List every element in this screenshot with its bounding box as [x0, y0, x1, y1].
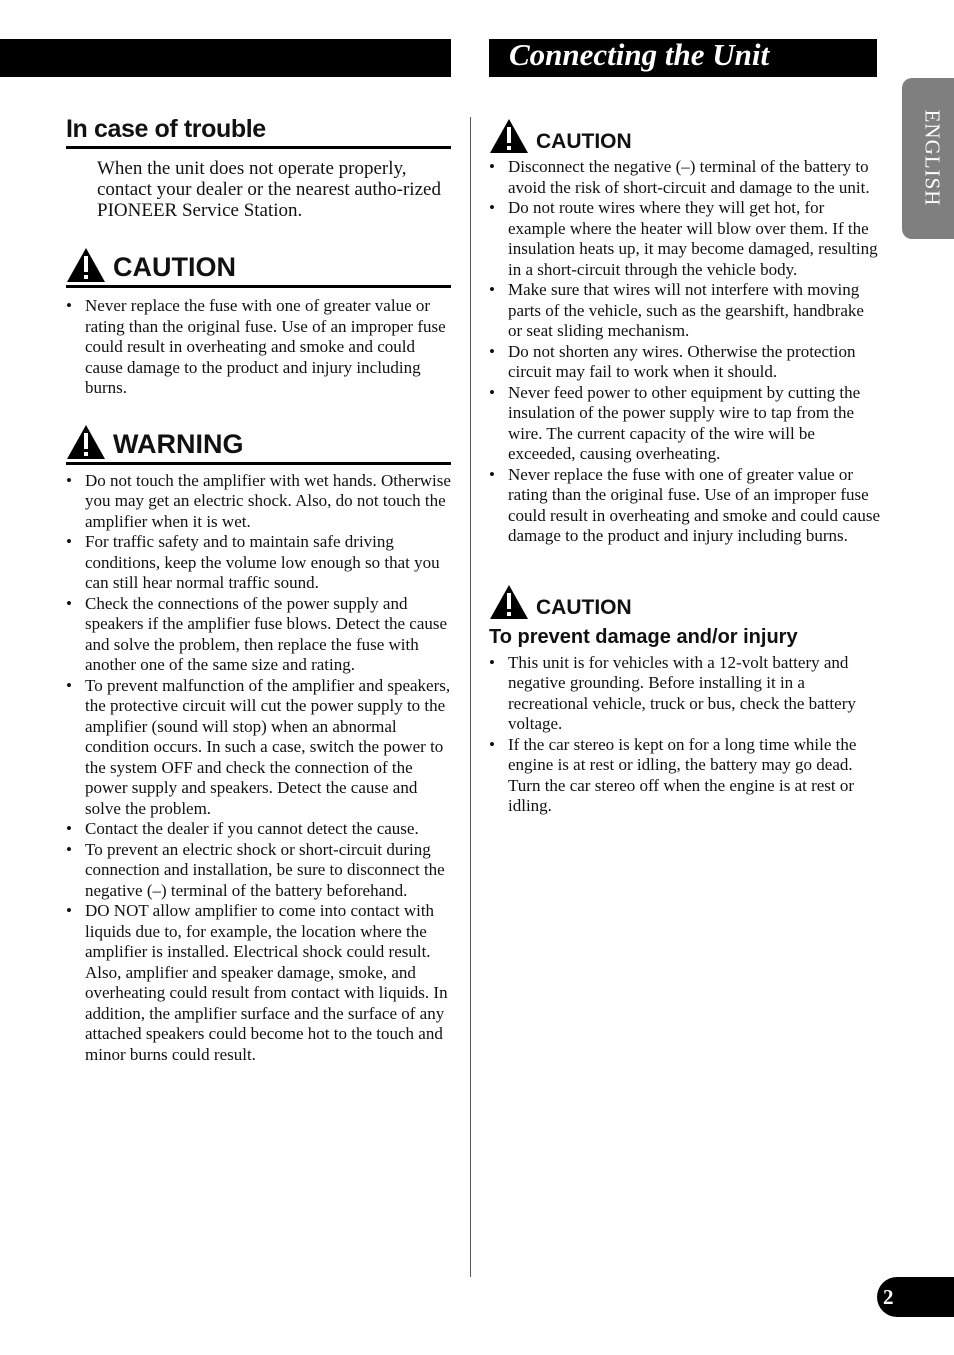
list-item: • Never feed power to other equipment by cutting the insulation of the power supply wire to tap from the wire. The current capacity of the wire will be exceeded, causing overheating.	[489, 383, 881, 465]
list-item: • Do not shorten any wires. Otherwise the protection circuit may fail to work when it should.	[489, 342, 881, 383]
caution-banner	[66, 247, 451, 288]
list-item: • To prevent malfunction of the amplifier and speakers, the protective circuit will cut the power supply to the amplifier (sound will stop) when an abnormal condition occurs. In such a case, switch the power to the system OFF and check the connection of the power supply and speakers. Detect the cause and solve the problem.	[66, 676, 451, 820]
list-item: • Do not touch the amplifier with wet hands. Otherwise you may get an electric shock. Also, do not touch the amplifier when it is wet.	[66, 471, 451, 533]
language-tab-label: ENGLISH	[920, 109, 945, 207]
warning-triangle-icon	[489, 118, 529, 154]
list-item: • Do not route wires where they will get hot, for example where the heater will blow over them. If the insulation heats up, it may become damaged, resulting in a short-circuit through the vehicle body.	[489, 198, 881, 280]
caution-list	[66, 296, 451, 399]
list-item: • Never replace the fuse with one of greater value or rating than the original fuse. Use of an improper fuse could result in overheating and smoke and could cause damage to the product and injury including burns.	[66, 296, 451, 399]
list-item: • Disconnect the negative (–) terminal of the battery to avoid the risk of short-circuit and damage to the unit.	[489, 157, 881, 198]
warning-list	[66, 471, 451, 1066]
trouble-heading: In case of trouble	[66, 112, 451, 149]
caution-list	[489, 653, 881, 817]
trouble-intro: When the unit does not operate properly, contact your dealer or the nearest autho-rized PIONEER Service Station.	[97, 158, 441, 221]
list-item: • For traffic safety and to maintain safe driving conditions, keep the volume low enough so that you can still hear normal traffic sound.	[66, 532, 451, 594]
warning-triangle-icon	[66, 247, 106, 283]
caution-banner	[489, 584, 881, 620]
right-column	[489, 118, 881, 817]
list-item: • Make sure that wires will not interfere with moving parts of the vehicle, such as the gearshift, handbrake or seat sliding mechanism.	[489, 280, 881, 342]
damage-subheading: To prevent damage and/or injury	[489, 625, 798, 648]
caution-banner	[489, 118, 881, 154]
left-column	[66, 112, 451, 1065]
caution-label: CAUTION	[113, 252, 236, 282]
list-item: • If the car stereo is kept on for a long time while the engine is at rest or idling, the battery may go dead. Turn the car stereo off when the engine is at rest or idling.	[489, 735, 881, 817]
list-item: • DO NOT allow amplifier to come into contact with liquids due to, for example, the location where the amplifier is installed. Electrical shock could result. Also, amplifier and speaker damage, smoke, and overheating could result from contact with liquids. In addition, the amplifier surface and the surface of any attached speakers could become hot to the touch and minor burns could result.	[66, 901, 451, 1065]
list-item: • Check the connections of the power supply and speakers if the amplifier fuse blows. Detect the cause and solve the problem, then replace the fuse with another one of the same size and rating.	[66, 594, 451, 676]
warning-label: WARNING	[113, 428, 244, 459]
section-title: Connecting the Unit	[509, 37, 770, 72]
page-number-badge	[877, 1277, 954, 1317]
page-number: 2	[883, 1285, 894, 1309]
column-divider	[470, 117, 471, 1277]
language-tab	[902, 78, 954, 239]
warning-triangle-icon	[489, 584, 529, 620]
header-bar-left	[0, 39, 451, 77]
list-item: • Contact the dealer if you cannot detect the cause.	[66, 819, 451, 840]
caution-label: CAUTION	[536, 595, 632, 619]
caution-label: CAUTION	[536, 130, 632, 153]
warning-triangle-icon	[66, 424, 106, 460]
caution-list	[489, 157, 881, 547]
list-item: • This unit is for vehicles with a 12-volt battery and negative grounding. Before installing it in a recreational vehicle, truck or bus, check the battery voltage.	[489, 653, 881, 735]
warning-banner	[66, 424, 451, 465]
list-item: • To prevent an electric shock or short-circuit during connection and installation, be sure to disconnect the negative (–) terminal of the battery beforehand.	[66, 840, 451, 902]
list-item: • Never replace the fuse with one of greater value or rating than the original fuse. Use of an improper fuse could result in overheating and smoke and could cause damage to the product and injury including burns.	[489, 465, 881, 547]
